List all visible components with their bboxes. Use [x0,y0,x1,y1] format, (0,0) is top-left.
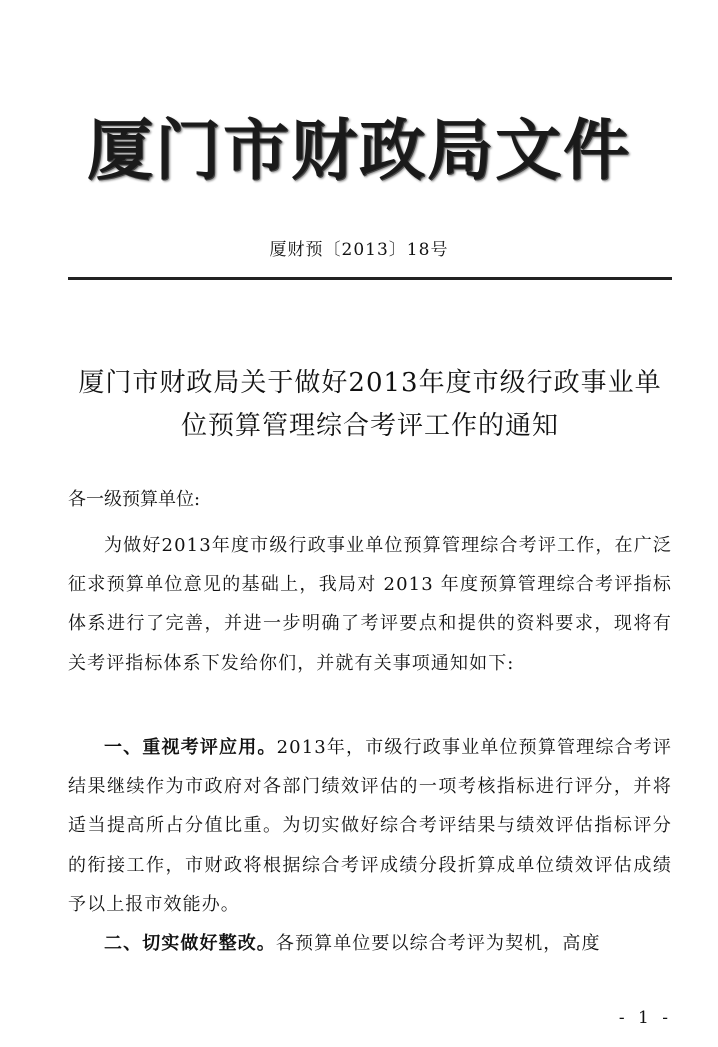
section-heading: 二、切实做好整改。 [104,933,276,954]
document-title: 厦门市财政局关于做好2013年度市级行政事业单位预算管理综合考评工作的通知 [78,368,662,441]
body-paragraph [68,924,672,963]
paragraph-text: 各预算单位要以综合考评为契机，高度 [275,933,601,954]
issuer-header: 厦门市财政局文件 [87,112,631,189]
paragraph-text: 2013年，市级行政事业单位预算管理综合考评结果继续作为市政府对各部门绩效评估的一项考核指标进行评分，并将适当提高所占分值比重。为切实做好综合考评结果与绩效评估指标评分的衔接工作，市财政将根据综合考评成绩分段折算成单位绩效评估成绩予以上报市效能办。 [68,737,672,915]
body-paragraph [68,728,672,924]
header-divider [68,277,672,280]
salutation: 各一级预算单位: [68,489,201,510]
section-heading: 一、重视考评应用。 [104,737,277,758]
page-number: - 1 - [618,1008,672,1028]
paragraph-text: 为做好2013年度市级行政事业单位预算管理综合考评工作，在广泛征求预算单位意见的基础上，我局对 2013 年度预算管理综合考评指标体系进行了完善，并进一步明确了考评要点和提供的资料要求，现将有关考评指标体系下发给你们，并就有关事项通知如下: [68,535,672,674]
document-number: 厦财预〔2013〕18号 [269,240,449,260]
body-paragraph [68,526,672,683]
